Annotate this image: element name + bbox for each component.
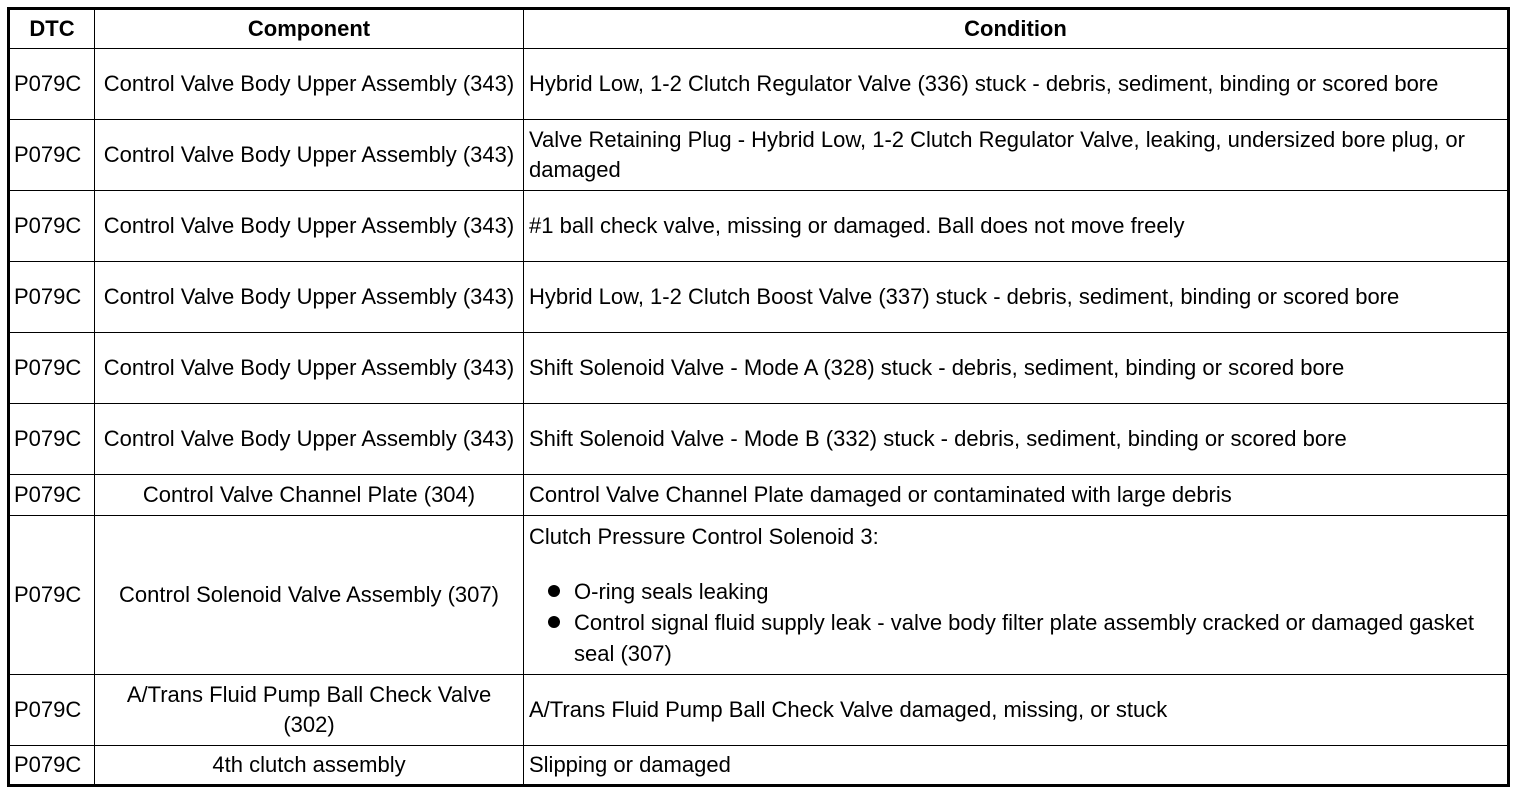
table-row bbox=[9, 746, 1509, 786]
condition-intro: Clutch Pressure Control Solenoid 3: bbox=[529, 523, 879, 549]
header-row bbox=[9, 9, 1509, 49]
table-row bbox=[9, 404, 1509, 475]
header-component: Component bbox=[95, 9, 524, 49]
condition-bullet-item: O-ring seals leaking bbox=[574, 576, 1502, 607]
dtc-cell: P079C bbox=[9, 333, 95, 404]
table-row bbox=[9, 333, 1509, 404]
table-row bbox=[9, 120, 1509, 191]
dtc-condition-table bbox=[7, 7, 1510, 787]
condition-cell bbox=[524, 516, 1509, 675]
table-row bbox=[9, 516, 1509, 675]
dtc-cell: P079C bbox=[9, 120, 95, 191]
condition-cell: Control Valve Channel Plate damaged or contaminated with large debris bbox=[524, 475, 1509, 516]
condition-cell: Shift Solenoid Valve - Mode B (332) stuck - debris, sediment, binding or scored bore bbox=[524, 404, 1509, 475]
dtc-cell: P079C bbox=[9, 262, 95, 333]
condition-cell: Hybrid Low, 1-2 Clutch Boost Valve (337) stuck - debris, sediment, binding or scored bore bbox=[524, 262, 1509, 333]
table-row bbox=[9, 675, 1509, 746]
component-cell: Control Valve Body Upper Assembly (343) bbox=[95, 191, 524, 262]
condition-bullet-list bbox=[529, 576, 1502, 669]
component-cell: Control Valve Body Upper Assembly (343) bbox=[95, 49, 524, 120]
header-dtc: DTC bbox=[9, 9, 95, 49]
table-row bbox=[9, 475, 1509, 516]
table-body bbox=[9, 49, 1509, 786]
table-row bbox=[9, 262, 1509, 333]
component-cell: Control Valve Body Upper Assembly (343) bbox=[95, 262, 524, 333]
component-cell: Control Valve Body Upper Assembly (343) bbox=[95, 333, 524, 404]
component-cell: Control Valve Body Upper Assembly (343) bbox=[95, 120, 524, 191]
dtc-cell: P079C bbox=[9, 516, 95, 675]
component-cell: Control Solenoid Valve Assembly (307) bbox=[95, 516, 524, 675]
table-header bbox=[9, 9, 1509, 49]
component-cell: Control Valve Channel Plate (304) bbox=[95, 475, 524, 516]
dtc-cell: P079C bbox=[9, 475, 95, 516]
condition-cell: A/Trans Fluid Pump Ball Check Valve damaged, missing, or stuck bbox=[524, 675, 1509, 746]
condition-cell: #1 ball check valve, missing or damaged. Ball does not move freely bbox=[524, 191, 1509, 262]
dtc-cell: P079C bbox=[9, 404, 95, 475]
header-condition: Condition bbox=[524, 9, 1509, 49]
component-cell: 4th clutch assembly bbox=[95, 746, 524, 786]
component-cell: Control Valve Body Upper Assembly (343) bbox=[95, 404, 524, 475]
condition-cell: Slipping or damaged bbox=[524, 746, 1509, 786]
table-row bbox=[9, 49, 1509, 120]
component-cell: A/Trans Fluid Pump Ball Check Valve (302) bbox=[95, 675, 524, 746]
dtc-table-container bbox=[7, 7, 1510, 787]
dtc-cell: P079C bbox=[9, 675, 95, 746]
dtc-cell: P079C bbox=[9, 746, 95, 786]
dtc-cell: P079C bbox=[9, 49, 95, 120]
condition-bullet-item: Control signal fluid supply leak - valve body filter plate assembly cracked or damaged gasket seal (307) bbox=[574, 607, 1502, 669]
condition-cell: Shift Solenoid Valve - Mode A (328) stuck - debris, sediment, binding or scored bore bbox=[524, 333, 1509, 404]
condition-cell: Hybrid Low, 1-2 Clutch Regulator Valve (336) stuck - debris, sediment, binding or scored bore bbox=[524, 49, 1509, 120]
dtc-cell: P079C bbox=[9, 191, 95, 262]
table-row bbox=[9, 191, 1509, 262]
condition-cell: Valve Retaining Plug - Hybrid Low, 1-2 Clutch Regulator Valve, leaking, undersized bore plug, or damaged bbox=[524, 120, 1509, 191]
